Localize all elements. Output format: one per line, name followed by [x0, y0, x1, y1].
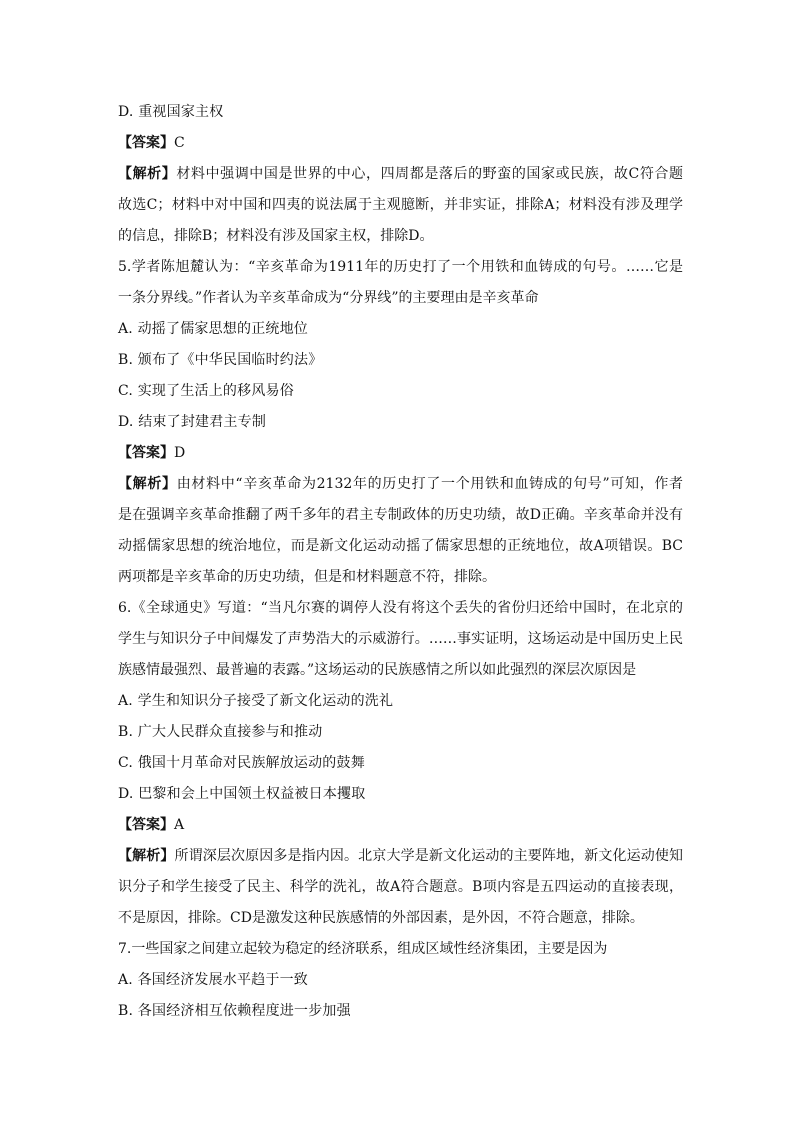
q5-answer — [118, 438, 683, 469]
answer-value: A — [174, 817, 185, 833]
answer-label: 【答案】 — [118, 445, 174, 461]
answer-value: C — [174, 135, 185, 151]
document-page — [118, 97, 683, 1027]
q5-option-c: C. 实现了生活上的移风易俗 — [118, 383, 294, 399]
analysis-label: 【解析】 — [118, 476, 177, 492]
q4-analysis-line-3: 的信息，排除B；材料没有涉及国家主权，排除D。 — [118, 228, 434, 244]
q4-option-d: D. 重视国家主权 — [118, 104, 224, 120]
q7-option-a: A. 各国经济发展水平趋于一致 — [118, 972, 309, 988]
q6-stem-line-2: 学生与知识分子中间爆发了声势浩大的示威游行。……事实证明，这场运动是中国历史上民 — [118, 631, 683, 647]
q5-stem-line-2: 一条分界线。”作者认为辛亥革命成为“分界线”的主要理由是辛亥革命 — [118, 290, 539, 306]
q7-option-b: B. 各国经济相互依赖程度进一步加强 — [118, 1003, 351, 1019]
q6-stem-line-1: 6.《全球通史》写道：“当凡尔赛的调停人没有将这个丢失的省份归还给中国时，在北京的 — [118, 600, 683, 616]
q5-analysis-line-1: 【解析】由材料中“辛亥革命为2132年的历史打了一个用铁和血铸成的句号”可知，作者 — [118, 476, 683, 492]
q6-answer — [118, 810, 683, 841]
answer-label: 【答案】 — [118, 135, 174, 151]
q5-option-b: B. 颁布了《中华民国临时约法》 — [118, 352, 323, 368]
q6-option-c: C. 俄国十月革命对民族解放运动的鼓舞 — [118, 755, 365, 771]
answer-value: D — [174, 445, 186, 461]
q4-answer — [118, 128, 683, 159]
q6-option-d: D. 巴黎和会上中国领土权益被日本攫取 — [118, 786, 366, 802]
q6-analysis-line-3: 不是原因，排除。CD是激发这种民族感情的外部因素，是外因，不符合题意，排除。 — [118, 910, 644, 926]
q6-stem-line-3: 族感情最强烈、最普遍的表露。”这场运动的民族感情之所以如此强烈的深层次原因是 — [118, 662, 637, 678]
q6-option-b: B. 广大人民群众直接参与和推动 — [118, 724, 323, 740]
q5-option-a: A. 动摇了儒家思想的正统地位 — [118, 321, 309, 337]
q5-analysis-line-4: 两项都是辛亥革命的历史功绩，但是和材料题意不符，排除。 — [118, 569, 496, 585]
q4-analysis-line-2: 故选C；材料中对中国和四夷的说法属于主观臆断，并非实证，排除A；材料没有涉及理学 — [118, 197, 683, 213]
q4-analysis-line-1: 【解析】材料中强调中国是世界的中心，四周都是落后的野蛮的国家或民族，故C符合题 — [118, 166, 683, 182]
q5-option-d: D. 结束了封建君主专制 — [118, 414, 267, 430]
q5-stem-line-1: 5.学者陈旭麓认为：“辛亥革命为1911年的历史打了一个用铁和血铸成的句号。……它是 — [118, 259, 683, 275]
q5-analysis-line-2: 是在强调辛亥革命推翻了两千多年的君主专制政体的历史功绩，故D正确。辛亥革命并没有 — [118, 507, 683, 523]
q6-analysis-line-2: 识分子和学生接受了民主、科学的洗礼，故A符合题意。B项内容是五四运动的直接表现， — [118, 879, 683, 895]
analysis-label: 【解析】 — [118, 848, 175, 864]
q6-option-a: A. 学生和知识分子接受了新文化运动的洗礼 — [118, 693, 394, 709]
q6-analysis-line-1: 【解析】所谓深层次原因多是指内因。北京大学是新文化运动的主要阵地，新文化运动使知 — [118, 848, 683, 864]
q5-analysis-line-3: 动摇儒家思想的统治地位，而是新文化运动动摇了儒家思想的正统地位，故A项错误。BC — [118, 538, 683, 554]
analysis-label: 【解析】 — [118, 166, 177, 182]
q7-stem-line-1: 7.一些国家之间建立起较为稳定的经济联系，组成区域性经济集团，主要是因为 — [118, 941, 608, 957]
answer-label: 【答案】 — [118, 817, 174, 833]
